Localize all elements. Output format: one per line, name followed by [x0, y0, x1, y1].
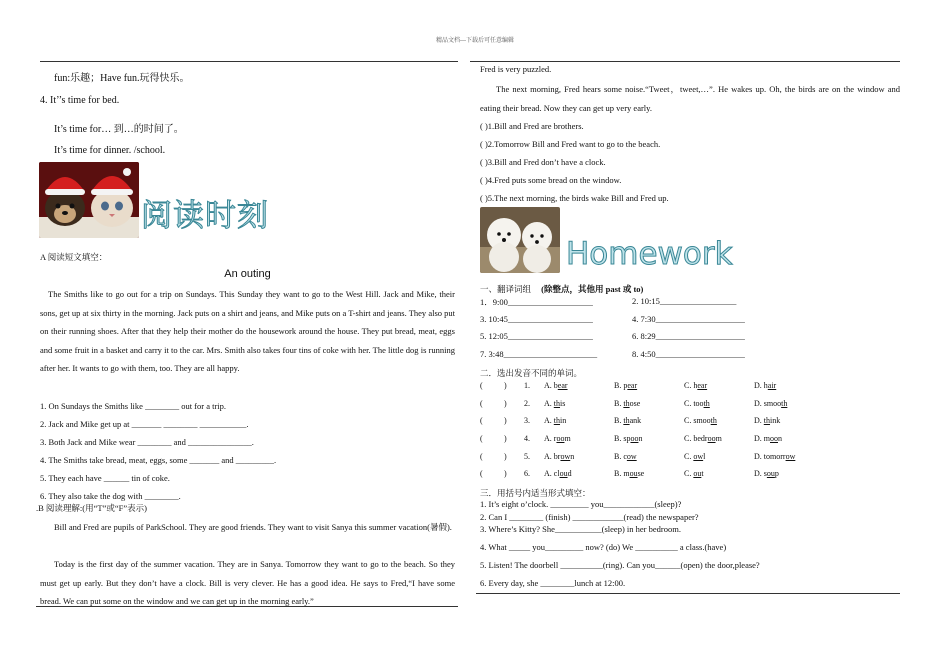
b-paragraph-2: Today is the first day of the summer vacation. They are in Sanya. Tomorrow they want to go to the beach. So they must get up early. But they don’t have a clock. Bill is very clever. He has a good idea. He says to Fred,“I have some bread. We can put some on the window and we can get up in the morning early.”: [40, 559, 455, 606]
underlined-sound: th: [623, 398, 630, 408]
underlined-sound: oo: [707, 434, 716, 444]
time-8: 8. 4:50_____________________: [632, 348, 745, 359]
option-prefix: A.: [544, 416, 554, 426]
option-suffix: ink: [770, 416, 781, 426]
question-3: 3. Both Jack and Mike wear ________ and _______________.: [40, 437, 254, 447]
phonics-row: [480, 377, 824, 395]
phonics-option: [544, 395, 614, 413]
answer-paren-close: ): [504, 398, 507, 408]
underlined-sound: ou: [629, 469, 638, 479]
option-suffix: d: [567, 469, 572, 479]
phonics-option: [684, 412, 754, 430]
phonics-option: [684, 465, 754, 483]
option-prefix: A. cl: [544, 469, 560, 479]
time-2: 2. 10:15__________________: [632, 296, 737, 306]
item-number: 1.: [524, 381, 530, 391]
question-2: 2. Jack and Mike get up at _______ ________ ___________.: [40, 419, 249, 429]
question-5: 5. They each have ______ tin of coke.: [40, 473, 170, 483]
item-number: 3.: [524, 416, 530, 426]
phonics-body: [480, 377, 824, 483]
time-row: [480, 331, 900, 349]
underlined-sound: ou: [766, 469, 775, 479]
option-prefix: B.: [614, 416, 624, 426]
christmas-pets-image: [39, 162, 139, 238]
time-row: [480, 314, 900, 332]
answer-paren-open: (: [480, 416, 483, 426]
option-prefix: D. h: [754, 381, 768, 391]
right-bottom-rule: [476, 593, 900, 594]
phonics-row: [480, 465, 824, 483]
fill-3: 3. Where’s Kitty? She___________(sleep) in her bedroom.: [480, 524, 681, 534]
homework-title: Homework: [566, 236, 733, 272]
time-4: 4. 7:30_____________________: [632, 313, 745, 324]
option-suffix: n: [778, 434, 782, 444]
section-2-title: 二．选出发音不同的单词。: [480, 368, 583, 378]
phonics-option: [684, 395, 754, 413]
option-prefix: D.: [754, 416, 764, 426]
answer-paren-open: (: [480, 398, 483, 408]
phonics-rows: [480, 377, 824, 483]
page-header: 精品文档---下载后可任意编辑: [436, 38, 514, 44]
left-top-rule: [40, 61, 458, 62]
phonics-option: [544, 447, 614, 465]
option-suffix: in: [560, 416, 567, 426]
option-suffix: m: [564, 434, 571, 444]
pets-illustration: [39, 162, 139, 238]
option-prefix: B. p: [614, 381, 628, 391]
phonics-option: [754, 465, 824, 483]
item4: 4. It’’s time for bed.: [40, 95, 120, 106]
option-suffix: se: [637, 469, 645, 479]
option-prefix: A.: [544, 398, 554, 408]
answer-paren-close: ): [504, 381, 507, 391]
right-top-rule: [470, 61, 900, 62]
underlined-sound: air: [767, 381, 777, 391]
phonics-option: [544, 430, 614, 448]
white-dogs-image: [480, 207, 560, 273]
section-1-label: 一、翻译词组: [480, 284, 532, 294]
tf-5: ( )5.The next morning, the birds wake Bill and Fred up.: [480, 193, 669, 203]
fun-line: fun:乐趣；Have fun.玩得快乐。: [54, 73, 190, 84]
option-prefix: A. r: [544, 434, 557, 444]
option-prefix: D. m: [754, 434, 770, 444]
fill-4: 4. What _____ you_________ now? (do) We __________ a class.(have): [480, 542, 727, 552]
phonics-table: [480, 377, 824, 483]
option-prefix: A. br: [544, 451, 561, 461]
phonics-option: [754, 395, 824, 413]
answer-paren-close: ): [504, 451, 507, 461]
time-6: 6. 8:29_____________________: [632, 331, 745, 341]
phonics-option: [544, 412, 614, 430]
underlined-sound: oo: [630, 434, 639, 444]
option-prefix: B.: [614, 398, 624, 408]
item-number: 5.: [524, 451, 530, 461]
time-row: [480, 349, 900, 367]
phonics-row: [480, 395, 824, 413]
phonics-row: [480, 412, 824, 430]
option-prefix: D. smoo: [754, 398, 782, 408]
fill-2: 2. Can I ________ (finish) ____________(read) the newspaper?: [480, 512, 699, 522]
underlined-sound: th: [553, 398, 561, 408]
tf-2: ( )2.Tomorrow Bill and Fred want to go to the beach.: [480, 139, 661, 149]
next-morning-paragraph: The next morning, Fred hears some noise.“Tweet，tweet,…”. He wakes up. Oh, the birds are on the window and eating their bread. Now they can get up very early.: [480, 84, 900, 113]
item4-b: It’s time for dinner. /school.: [54, 145, 166, 156]
underlined-sound: ow: [693, 451, 704, 461]
poodles-illustration: [480, 207, 560, 273]
underlined-sound: th: [781, 398, 788, 408]
question-4: 4. The Smiths take bread, meat, eggs, some _______ and _________.: [40, 455, 277, 465]
underlined-sound: ear: [557, 381, 568, 391]
fred-puzzled: Fred is very puzzled.: [480, 64, 552, 74]
answer-paren-open: (: [480, 381, 483, 391]
section-a-label: A 阅读短文填空：: [40, 252, 108, 262]
time-3: 3. 10:45____________________: [480, 313, 593, 324]
answer-paren-open: (: [480, 434, 483, 444]
true-false-list: [480, 117, 900, 207]
question-6: 6. They also take the dog with ________.: [40, 491, 181, 501]
outing-questions: [40, 397, 455, 505]
fill-1: 1. It’s eight o’clock. _________ you____________(sleep)?: [480, 499, 682, 509]
time-5: 5. 12:05____________________: [480, 331, 593, 341]
underlined-sound: th: [710, 416, 717, 426]
phonics-option: [614, 447, 684, 465]
option-suffix: is: [560, 398, 566, 408]
phonics-option: [684, 447, 754, 465]
option-suffix: p: [774, 469, 779, 479]
option-suffix: ank: [629, 416, 642, 426]
fill-5: 5. Listen! The doorbell __________(ring). Can you______(open) the door,please?: [480, 560, 760, 570]
left-bottom-rule: [36, 606, 458, 607]
underlined-sound: ou: [693, 469, 702, 479]
question-1: 1. On Sundays the Smiths like ________ out for a trip.: [40, 401, 227, 411]
tf-3: ( )3.Bill and Fred don’t have a clock.: [480, 157, 606, 167]
option-suffix: n: [570, 451, 575, 461]
phonics-option: [614, 465, 684, 483]
answer-paren-open: (: [480, 451, 483, 461]
underlined-sound: th: [763, 416, 771, 426]
option-prefix: C.: [684, 451, 694, 461]
phonics-option: [754, 447, 824, 465]
time-phrases: [480, 296, 900, 366]
tf-1: ( )1.Bill and Fred are brothers.: [480, 121, 584, 131]
section-1-note: (除整点，其他用 past 或 to): [541, 284, 644, 294]
phonics-row: [480, 447, 824, 465]
underlined-sound: oo: [770, 434, 778, 444]
item-number: 2.: [524, 398, 530, 408]
option-prefix: C. too: [684, 398, 704, 408]
underlined-sound: ow: [560, 451, 571, 461]
phonics-option: [684, 430, 754, 448]
option-prefix: C. h: [684, 381, 698, 391]
option-prefix: C. bedr: [684, 434, 708, 444]
option-prefix: B. m: [614, 469, 630, 479]
answer-paren-close: ): [504, 434, 507, 444]
phonics-option: [754, 412, 824, 430]
phonics-option: [544, 377, 614, 395]
time-1: 1．9:00____________________: [480, 297, 593, 307]
option-suffix: t: [701, 469, 704, 479]
option-suffix: ose: [629, 398, 641, 408]
section-3-title: 三．用括号内适当形式填空：: [480, 488, 591, 498]
answer-paren-open: (: [480, 469, 483, 479]
reading-moment-title: 阅读时刻: [141, 198, 269, 234]
underlined-sound: oo: [556, 434, 565, 444]
item-number: 4.: [524, 434, 530, 444]
underlined-sound: ow: [785, 451, 796, 461]
underlined-sound: th: [623, 416, 630, 426]
tf-4: ( )4.Fred puts some bread on the window.: [480, 175, 622, 185]
phonics-option: [544, 465, 614, 483]
option-prefix: D. tomorr: [754, 451, 786, 461]
phonics-option: [754, 430, 824, 448]
underlined-sound: ow: [626, 451, 637, 461]
phonics-option: [684, 377, 754, 395]
section-1-title: [480, 283, 643, 295]
option-prefix: B. c: [614, 451, 627, 461]
underlined-sound: ear: [697, 381, 708, 391]
option-prefix: C. smoo: [684, 416, 711, 426]
fill-6: 6. Every day, she ________lunch at 12:00.: [480, 578, 626, 588]
phonics-option: [614, 377, 684, 395]
option-prefix: D. s: [754, 469, 767, 479]
answer-paren-close: ): [504, 469, 507, 479]
phonics-option: [614, 412, 684, 430]
time-7: 7. 3:48______________________: [480, 348, 598, 359]
phonics-row: [480, 430, 824, 448]
option-suffix: l: [703, 451, 706, 461]
outing-paragraph: The Smiths like to go out for a trip on Sundays. This Sunday they want to go to the West Hill. Jack and Mike, their sons, get up at six thirty in the morning. Jack puts on a shirt and jeans, and Mike puts on a T-shirt and jeans. They also put on their running shoes. After that they help their mother do the housework around the house. They put bread, meat, eggs and some fruit in a basket and carry it to the car. Mrs. Smith also takes four tins of coke with her. The little dog is running after her. It wants to go with them, too. They are all happy.: [40, 289, 455, 373]
underlined-sound: ear: [627, 381, 638, 391]
time-row: [480, 296, 900, 314]
option-suffix: n: [638, 434, 643, 444]
section-b-label: .B 阅读理解:(用“T”或“F”表示): [36, 503, 147, 513]
underlined-sound: ou: [559, 469, 568, 479]
phonics-option: [754, 377, 824, 395]
underlined-sound: th: [553, 416, 561, 426]
phonics-option: [614, 395, 684, 413]
b-paragraph-1: Bill and Fred are pupils of ParkSchool. They are good friends. They want to visit Sanya this summer vacation(暑假).: [54, 522, 452, 532]
item-number: 6.: [524, 469, 530, 479]
option-suffix: m: [715, 434, 722, 444]
underlined-sound: th: [703, 398, 710, 408]
option-prefix: C.: [684, 469, 694, 479]
item4-a: It’s time for… 到…的时间了。: [54, 124, 184, 135]
outing-title: An outing: [224, 268, 271, 280]
option-prefix: B. sp: [614, 434, 631, 444]
answer-paren-close: ): [504, 416, 507, 426]
phonics-option: [614, 430, 684, 448]
option-prefix: A. b: [544, 381, 558, 391]
